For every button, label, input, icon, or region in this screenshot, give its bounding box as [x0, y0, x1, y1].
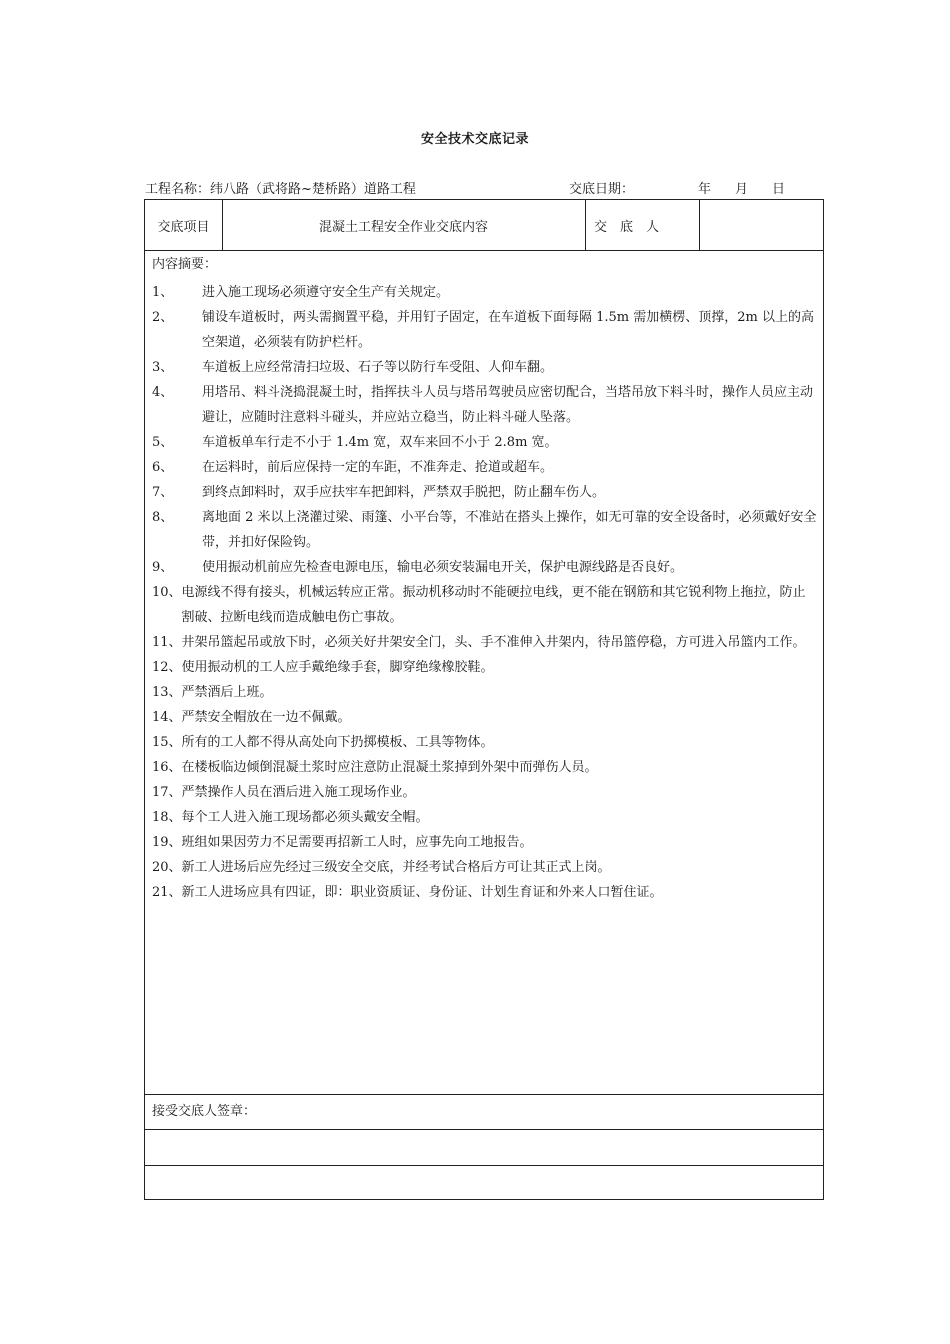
- item-text: 进入施工现场必须遵守安全生产有关规定。: [202, 285, 450, 300]
- item-text: 在楼板临边倾倒混凝土浆时应注意防止混凝土浆掉到外架中而弹伤人员。: [181, 760, 598, 775]
- person-value[interactable]: [699, 200, 823, 250]
- item-number: 5、: [152, 435, 174, 450]
- item-text: 所有的工人都不得从高处向下扔掷模板、工具等物体。: [181, 735, 494, 750]
- item-text: 新工人进场后应先经过三级安全交底，并经考试合格后方可让其正式上岗。: [181, 860, 611, 875]
- date-day: 日: [772, 182, 786, 197]
- item-number: 10、: [152, 585, 182, 600]
- list-item: [152, 630, 818, 655]
- item-number: 19、: [152, 835, 182, 850]
- item-text: 严禁操作人员在酒后进入施工现场作业。: [181, 785, 416, 800]
- list-item: [152, 830, 818, 855]
- item-text: 严禁酒后上班。: [181, 685, 273, 700]
- divider: [145, 1094, 823, 1095]
- item-number: 6、: [152, 460, 174, 475]
- item-label: 交底项目: [157, 219, 210, 235]
- meta-row: [145, 178, 825, 196]
- date-label: 交底日期：: [569, 182, 635, 197]
- divider: [145, 1165, 823, 1166]
- item-text: 班组如果因劳力不足需要再招新工人时，应事先向工地报告。: [181, 835, 533, 850]
- document-title: 安全技术交底记录: [420, 132, 529, 147]
- list-item: [152, 730, 818, 755]
- list-item: [152, 680, 818, 705]
- list-item: [152, 355, 818, 380]
- item-list: [152, 280, 818, 905]
- item-number: 13、: [152, 685, 182, 700]
- content-summary: [152, 256, 818, 905]
- item-text: 铺设车道板时，两头需搁置平稳，并用钉子固定，在车道板下面每隔 1.5m 需加横楞、顶撑，2m 以上的高空架道，必须装有防护栏杆。: [202, 310, 814, 350]
- list-item: [152, 430, 818, 455]
- divider: [145, 1129, 823, 1130]
- item-text: 电源线不得有接头，机械运转应正常。振动机移动时不能硬拉电线，更不能在钢筋和其它锐利物上拖拉，防止割破、拉断电线而造成触电伤亡事故。: [181, 585, 806, 625]
- list-item: [152, 655, 818, 680]
- summary-label: 内容摘要：: [152, 257, 218, 272]
- list-item: [152, 480, 818, 505]
- item-number: 2、: [152, 310, 174, 325]
- item-text: 车道板上应经常清扫垃圾、石子等以防行车受阻、人仰车翻。: [202, 360, 554, 375]
- item-number: 9、: [152, 560, 174, 575]
- item-text: 离地面 2 米以上浇灌过梁、雨篷、小平台等，不准站在搭头上操作，如无可靠的安全设备时，必须戴好安全带，并扣好保险钩。: [202, 510, 817, 550]
- item-number: 15、: [152, 735, 182, 750]
- list-item: [152, 305, 818, 355]
- item-text: 车道板单车行走不小于 1.4m 宽，双车来回不小于 2.8m 宽。: [202, 435, 558, 450]
- list-item: [152, 880, 818, 905]
- date-month: 月: [735, 182, 749, 197]
- item-number: 7、: [152, 485, 174, 500]
- item-number: 18、: [152, 810, 182, 825]
- list-item: [152, 855, 818, 880]
- item-number: 11、: [152, 635, 182, 650]
- item-text: 每个工人进入施工现场都必须头戴安全帽。: [181, 810, 429, 825]
- item-number: 20、: [152, 860, 182, 875]
- item-number: 17、: [152, 785, 182, 800]
- item-text: 井架吊篮起吊或放下时，必须关好井架安全门，头、手不准伸入井架内，待吊篮停稳，方可进入吊篮内工作。: [181, 635, 806, 650]
- list-item: [152, 580, 818, 630]
- project-name: 工程名称：纬八路（武将路~楚桥路）道路工程: [145, 182, 416, 197]
- item-number: 8、: [152, 510, 174, 525]
- item-text: 用塔吊、料斗浇捣混凝土时，指挥扶斗人员与塔吊驾驶员应密切配合，当塔吊放下料斗时，操作人员应主动避让，应随时注意料斗碰头，并应站立稳当，防止料斗碰人坠落。: [202, 385, 814, 425]
- item-text: 到终点卸料时，双手应扶牢车把卸料，严禁双手脱把，防止翻车伤人。: [202, 485, 606, 500]
- list-item: [152, 455, 818, 480]
- item-number: 4、: [152, 385, 174, 400]
- item-text: 使用振动机前应先检查电源电压，输电必须安装漏电开关，保护电源线路是否良好。: [202, 560, 684, 575]
- list-item: [152, 280, 818, 305]
- item-number: 21、: [152, 885, 182, 900]
- item-text: 使用振动机的工人应手戴绝缘手套，脚穿绝缘橡胶鞋。: [181, 660, 494, 675]
- item-value: 混凝土工程安全作业交底内容: [318, 219, 488, 235]
- list-item: [152, 555, 818, 580]
- signature-label: 接受交底人签章：: [152, 1104, 257, 1119]
- list-item: [152, 380, 818, 430]
- list-item: [152, 755, 818, 780]
- list-item: [152, 705, 818, 730]
- item-text: 严禁安全帽放在一边不佩戴。: [181, 710, 351, 725]
- item-text: 新工人进场应具有四证，即：职业资质证、身份证、计划生育证和外来人口暂住证。: [181, 885, 663, 900]
- divider: [145, 250, 823, 251]
- item-number: 1、: [152, 285, 174, 300]
- list-item: [152, 780, 818, 805]
- list-item: [152, 805, 818, 830]
- item-number: 3、: [152, 360, 174, 375]
- divider: [585, 200, 586, 250]
- item-number: 12、: [152, 660, 182, 675]
- person-label: 交 底 人: [594, 219, 660, 235]
- date-year: 年: [698, 182, 712, 197]
- list-item: [152, 505, 818, 555]
- item-text: 在运料时，前后应保持一定的车距，不准奔走、抢道或超车。: [202, 460, 554, 475]
- item-number: 14、: [152, 710, 182, 725]
- item-number: 16、: [152, 760, 182, 775]
